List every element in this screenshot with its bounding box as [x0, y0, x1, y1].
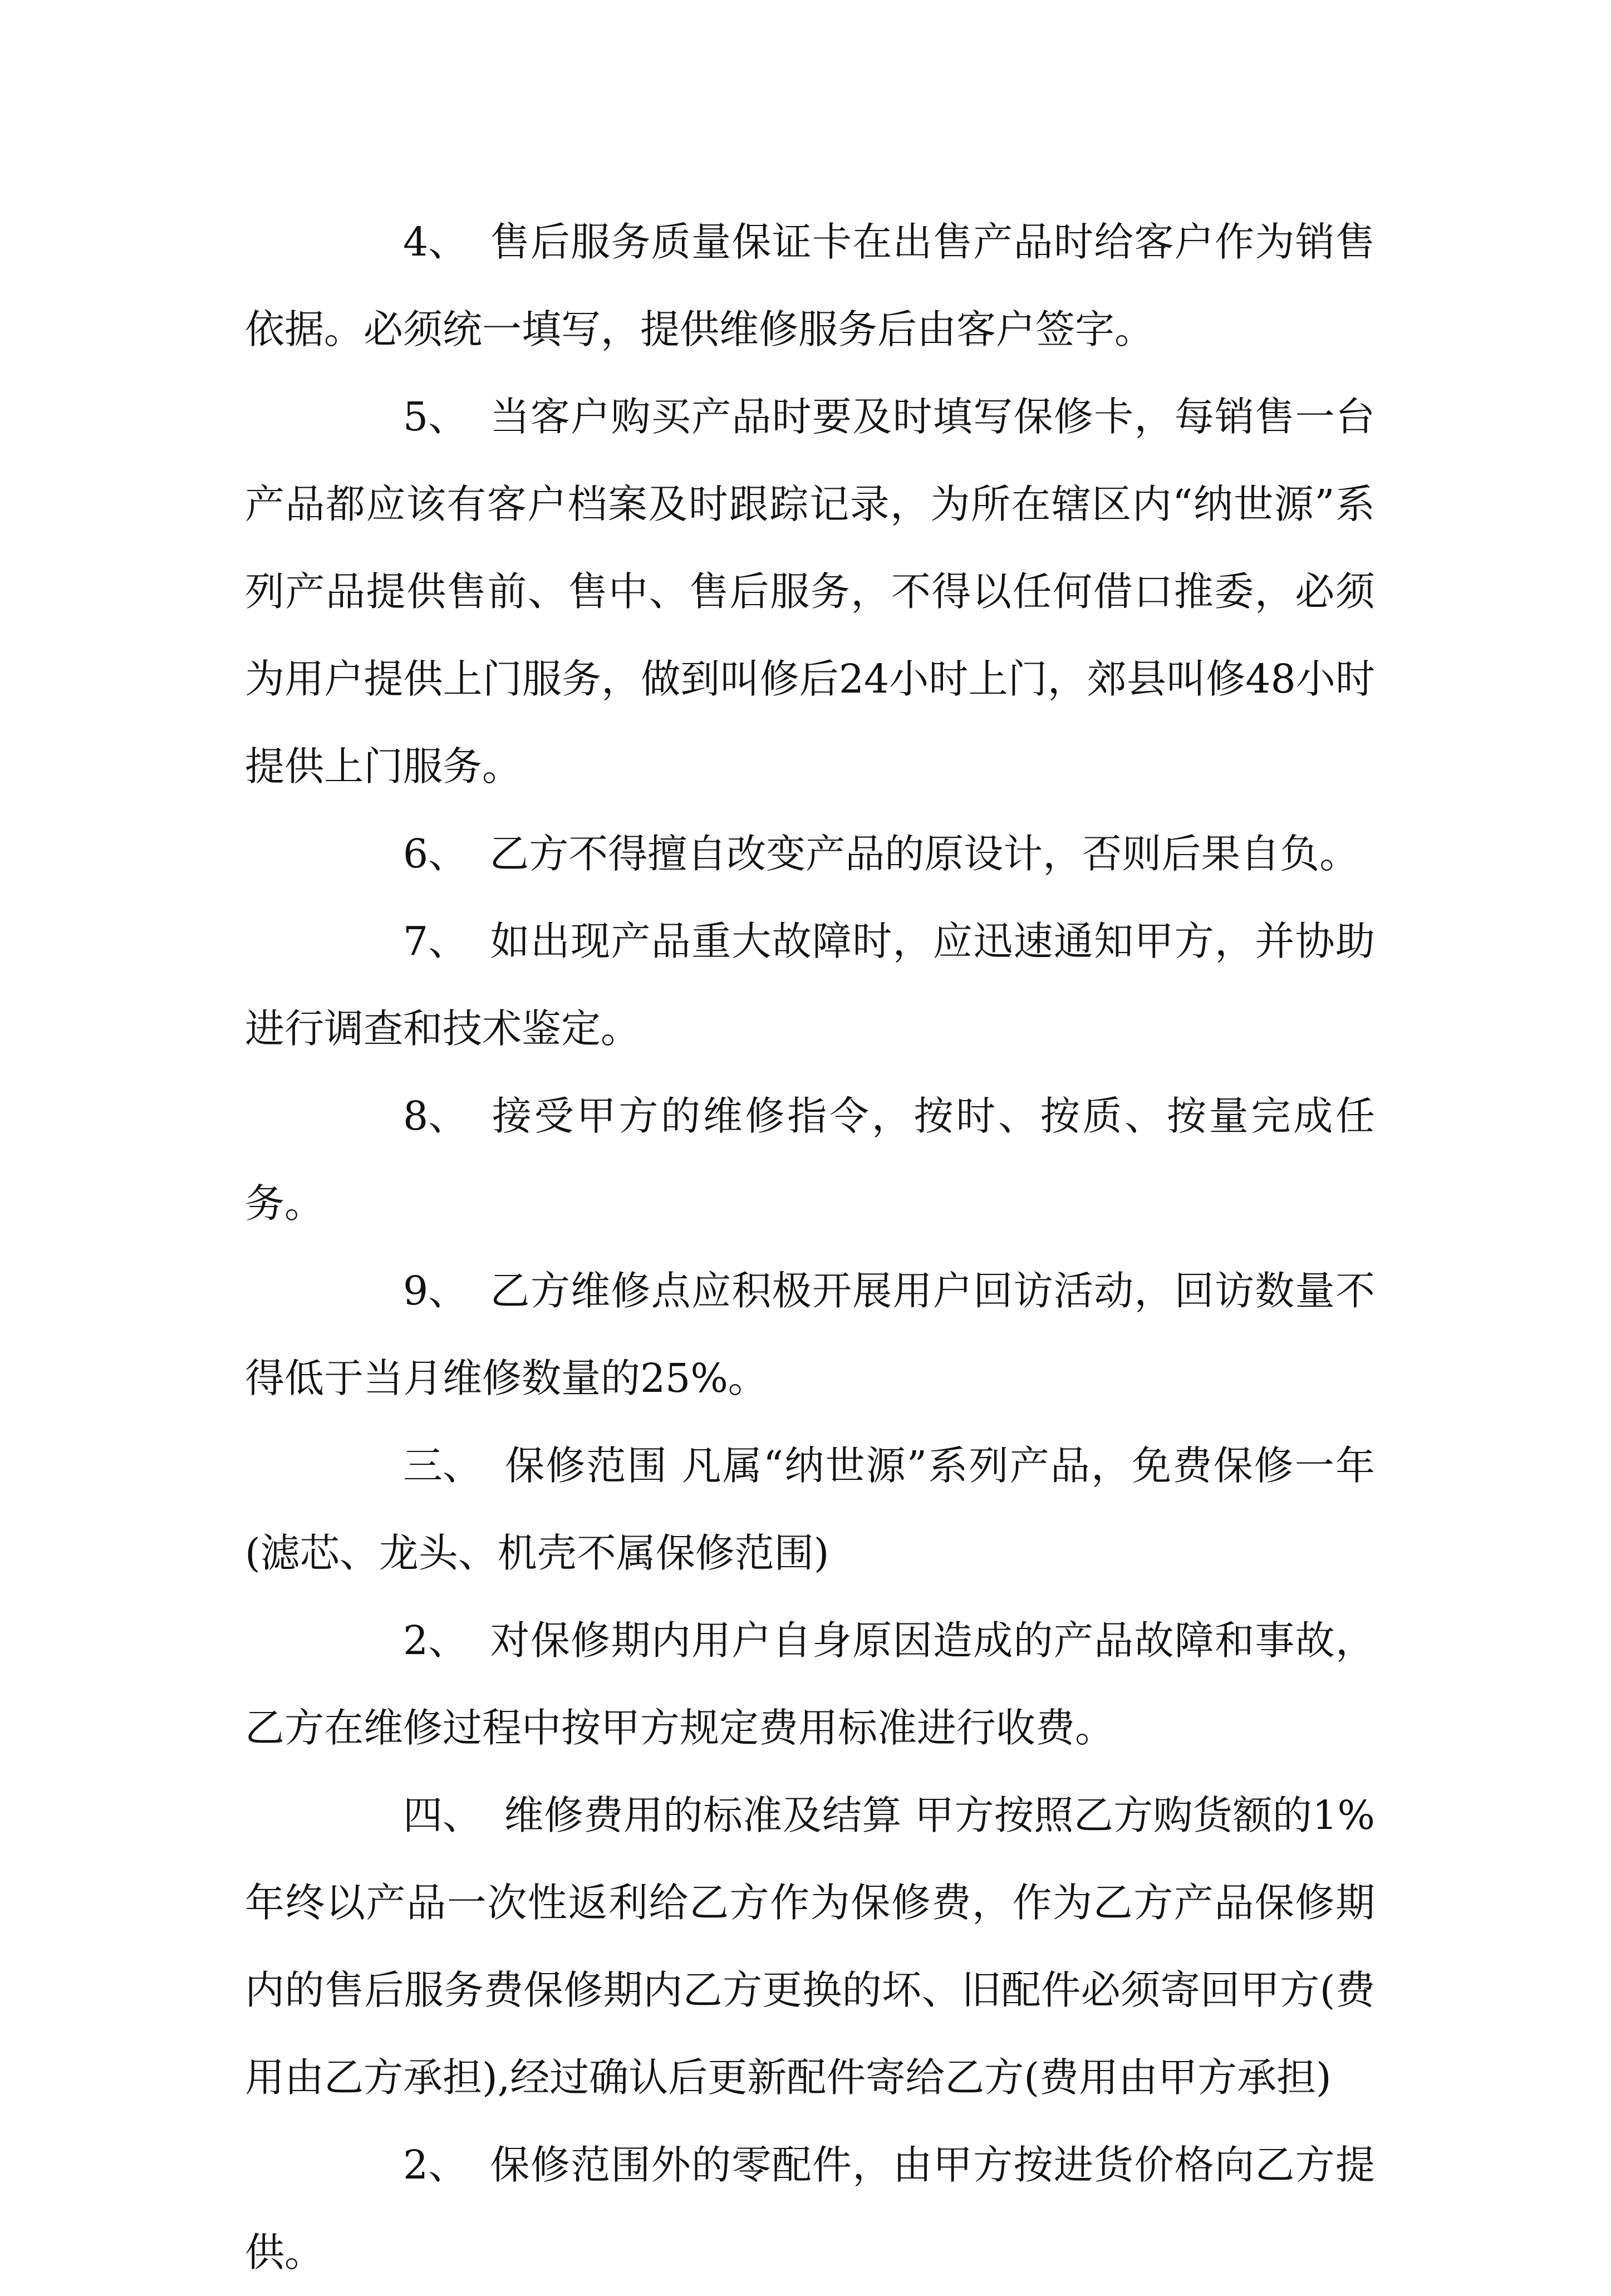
- paragraph-number: 9、: [403, 1268, 468, 1314]
- paragraph-number: 6、: [403, 831, 468, 877]
- paragraph-text: 乙方不得擅自改变产品的原设计，否则后果自负。: [489, 831, 1359, 877]
- paragraph-text: 维修费用的标准及结算 甲方按照乙方购货额的1%年终以产品一次性返利给乙方作为保修费，作为乙方产品保修期内的售后服务费保修期内乙方更换的坏、旧配件必须寄回甲方(费用由乙方承担),经过确认后更新配件寄给乙方(费用由甲方承担): [245, 1792, 1375, 2101]
- section-four-maintenance-fees: [245, 1772, 1375, 2121]
- paragraph-number: 7、: [403, 918, 468, 964]
- section-number: 四、: [403, 1792, 483, 1838]
- paragraph-item-8: [245, 1072, 1375, 1247]
- paragraph-text: 当客户购买产品时要及时填写保修卡，每销售一台产品都应该有客户档案及时跟踪记录，为所在辖区内“纳世源”系列产品提供售前、售中、售后服务，不得以任何借口推委，必须为用户提供上门服务，做到叫修后24小时上门，郊县叫修48小时提供上门服务。: [245, 394, 1375, 789]
- paragraph-number: 8、: [403, 1093, 468, 1139]
- paragraph-text: 保修范围外的零配件，由甲方按进货价格向乙方提供。: [245, 2142, 1375, 2275]
- paragraph-text: 保修范围 凡属“纳世源”系列产品，免费保修一年(滤芯、龙头、机壳不属保修范围): [245, 1443, 1375, 1576]
- section-number: 三、: [403, 1443, 483, 1489]
- paragraph-number: 2、: [403, 2142, 468, 2188]
- paragraph-item-2-fees: [245, 1597, 1375, 1772]
- paragraph-item-5: [245, 373, 1375, 810]
- paragraph-item-9: [245, 1247, 1375, 1422]
- paragraph-text: 对保修期内用户自身原因造成的产品故障和事故，乙方在维修过程中按甲方规定费用标准进行收费。: [245, 1617, 1375, 1751]
- paragraph-text: 乙方维修点应积极开展用户回访活动，回访数量不得低于当月维修数量的25%。: [245, 1268, 1375, 1401]
- section-three-warranty-scope: [245, 1422, 1375, 1597]
- paragraph-item-2-parts: [245, 2121, 1375, 2296]
- paragraph-text: 如出现产品重大故障时，应迅速通知甲方，并协助进行调查和技术鉴定。: [245, 918, 1375, 1052]
- paragraph-number: 2、: [403, 1617, 468, 1664]
- paragraph-item-7: [245, 897, 1375, 1072]
- paragraph-text: 接受甲方的维修指令，按时、按质、按量完成任务。: [245, 1093, 1375, 1227]
- paragraph-text: 售后服务质量保证卡在出售产品时给客户作为销售依据。必须统一填写，提供维修服务后由客户签字。: [245, 219, 1375, 352]
- paragraph-item-6: [245, 810, 1375, 897]
- paragraph-item-4: [245, 198, 1375, 373]
- paragraph-number: 4、: [403, 219, 468, 265]
- document-body: [245, 198, 1375, 2296]
- paragraph-number: 5、: [403, 394, 468, 440]
